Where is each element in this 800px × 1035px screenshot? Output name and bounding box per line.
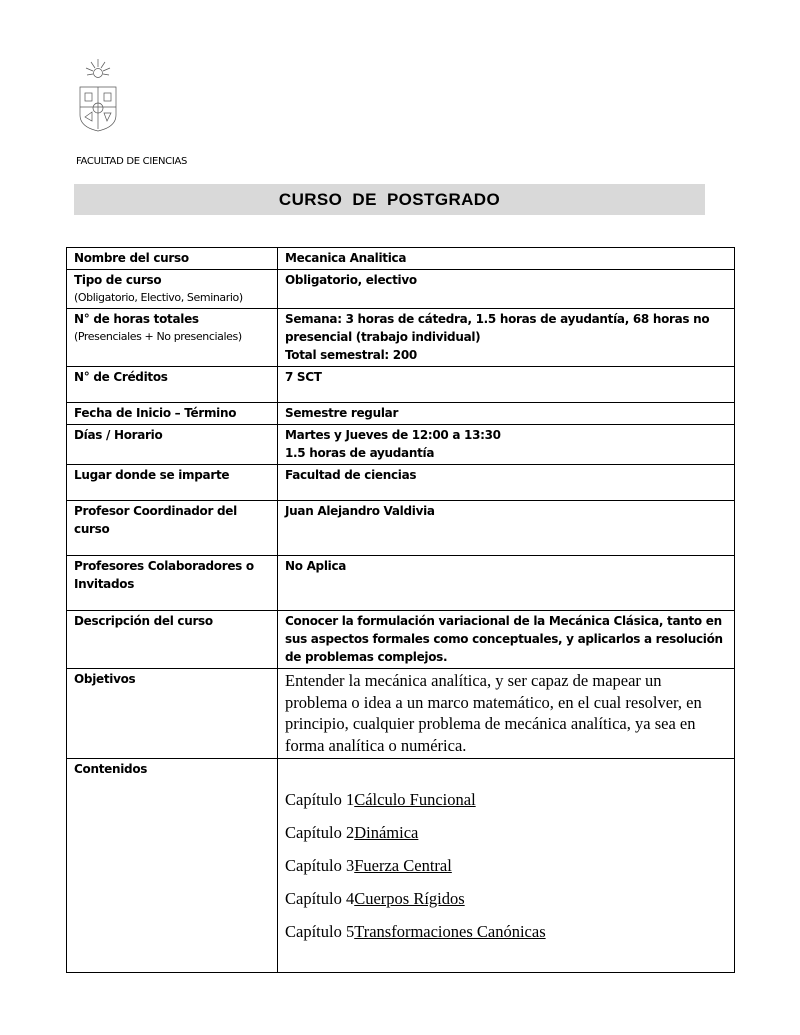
label-cell bbox=[67, 403, 278, 425]
label-cell bbox=[67, 309, 278, 367]
chapter-title: Transformaciones Canónicas bbox=[354, 922, 546, 941]
label-cell bbox=[67, 465, 278, 501]
table-row-descripcion bbox=[67, 611, 735, 669]
table-row-horas bbox=[67, 309, 735, 367]
table-row-dias bbox=[67, 425, 735, 465]
colaboradores-label: Profesores Colaboradores o Invitados bbox=[74, 559, 254, 591]
nombre-label: Nombre del curso bbox=[74, 251, 189, 265]
table-row-coordinador bbox=[67, 501, 735, 556]
value-cell bbox=[278, 425, 735, 465]
value-cell bbox=[278, 270, 735, 309]
chapter-list bbox=[285, 760, 727, 942]
descripcion-label: Descripción del curso bbox=[74, 614, 213, 628]
table-row-fecha bbox=[67, 403, 735, 425]
value-cell bbox=[278, 759, 735, 973]
chapter-prefix: Capítulo 1 bbox=[285, 790, 355, 809]
list-item bbox=[285, 889, 727, 909]
fecha-value: Semestre regular bbox=[285, 406, 399, 420]
fecha-label: Fecha de Inicio – Término bbox=[74, 406, 237, 420]
objetivos-value: Entender la mecánica analítica, y ser capaz de mapear un problema o idea a un marco matemático, en el cual resolver, en principio, cualquier problema de mecánica analítica, ya sea en forma analítica o numérica. bbox=[285, 671, 702, 755]
value-cell bbox=[278, 669, 735, 759]
list-item bbox=[285, 856, 727, 876]
faculty-name: FACULTAD DE CIENCIAS bbox=[76, 156, 188, 167]
value-cell bbox=[278, 556, 735, 611]
horas-value-total: Total semestral: 200 bbox=[285, 348, 417, 362]
value-cell bbox=[278, 248, 735, 270]
chapter-title: Fuerza Central bbox=[354, 856, 452, 875]
table-row-tipo bbox=[67, 270, 735, 309]
page-title: CURSO DE POSTGRADO bbox=[74, 184, 705, 215]
colaboradores-value: No Aplica bbox=[285, 559, 347, 573]
lugar-label: Lugar donde se imparte bbox=[74, 468, 230, 482]
label-cell bbox=[67, 611, 278, 669]
dias-value-schedule: Martes y Jueves de 12:00 a 13:30 bbox=[285, 428, 501, 442]
creditos-label: N° de Créditos bbox=[74, 370, 168, 384]
table-row-creditos bbox=[67, 367, 735, 403]
tipo-label: Tipo de curso bbox=[74, 273, 162, 287]
dias-label: Días / Horario bbox=[74, 428, 163, 442]
value-cell bbox=[278, 611, 735, 669]
label-cell bbox=[67, 669, 278, 759]
university-crest-logo bbox=[76, 57, 120, 133]
horas-sublabel: (Presenciales + No presenciales) bbox=[74, 330, 242, 343]
horas-value-weekly: Semana: 3 horas de cátedra, 1.5 horas de ayudantía, 68 horas no presencial (trabajo individual) bbox=[285, 312, 710, 344]
chapter-title: Cálculo Funcional bbox=[354, 790, 476, 809]
contenidos-label: Contenidos bbox=[74, 762, 148, 776]
table-row-contenidos bbox=[67, 759, 735, 973]
tipo-sublabel: (Obligatorio, Electivo, Seminario) bbox=[74, 291, 243, 304]
table-row-colaboradores bbox=[67, 556, 735, 611]
chapter-title: Cuerpos Rígidos bbox=[354, 889, 465, 908]
chapter-title: Dinámica bbox=[354, 823, 419, 842]
label-cell bbox=[67, 270, 278, 309]
chapter-prefix: Capítulo 4 bbox=[285, 889, 355, 908]
label-cell bbox=[67, 248, 278, 270]
chapter-prefix: Capítulo 3 bbox=[285, 856, 355, 875]
objetivos-label: Objetivos bbox=[74, 672, 136, 686]
descripcion-value: Conocer la formulación variacional de la Mecánica Clásica, tanto en sus aspectos formales como conceptuales, y aplicarlos a resolución de problemas complejos. bbox=[285, 614, 723, 664]
coordinador-label: Profesor Coordinador del curso bbox=[74, 504, 237, 536]
label-cell bbox=[67, 759, 278, 973]
coordinador-value: Juan Alejandro Valdivia bbox=[285, 504, 435, 518]
tipo-value: Obligatorio, electivo bbox=[285, 273, 417, 287]
chapter-prefix: Capítulo 5 bbox=[285, 922, 355, 941]
label-cell bbox=[67, 501, 278, 556]
lugar-value: Facultad de ciencias bbox=[285, 468, 417, 482]
nombre-value: Mecanica Analitica bbox=[285, 251, 407, 265]
chapter-prefix: Capítulo 2 bbox=[285, 823, 355, 842]
table-row-lugar bbox=[67, 465, 735, 501]
value-cell bbox=[278, 501, 735, 556]
label-cell bbox=[67, 425, 278, 465]
creditos-value: 7 SCT bbox=[285, 370, 322, 384]
value-cell bbox=[278, 367, 735, 403]
dias-value-ayudantia: 1.5 horas de ayudantía bbox=[285, 446, 435, 460]
list-item bbox=[285, 790, 727, 810]
value-cell bbox=[278, 403, 735, 425]
table-row-objetivos bbox=[67, 669, 735, 759]
table-row-nombre bbox=[67, 248, 735, 270]
list-item bbox=[285, 823, 727, 843]
label-cell bbox=[67, 556, 278, 611]
value-cell bbox=[278, 465, 735, 501]
course-info-table bbox=[66, 247, 735, 973]
label-cell bbox=[67, 367, 278, 403]
horas-label: N° de horas totales bbox=[74, 312, 199, 326]
list-item bbox=[285, 922, 727, 942]
value-cell bbox=[278, 309, 735, 367]
